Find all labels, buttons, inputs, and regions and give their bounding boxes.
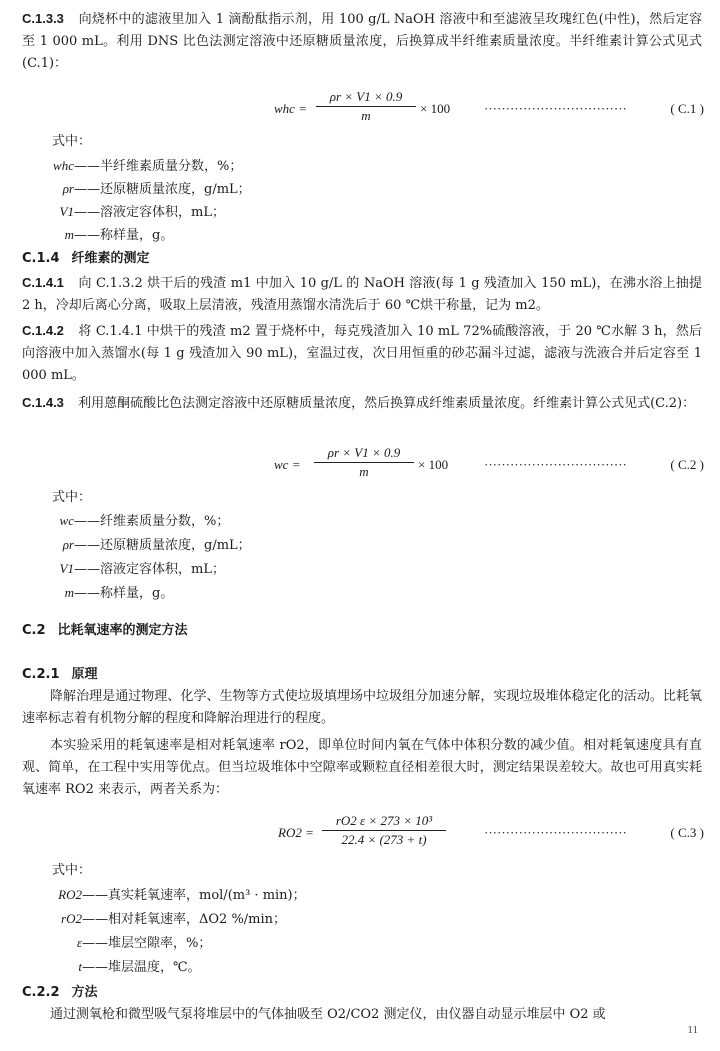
variable-symbol: m <box>64 585 74 600</box>
variable-def <box>52 224 173 247</box>
variable-symbol: RO2 <box>58 887 82 902</box>
variable-desc: ——还原糖质量浓度，g/mL； <box>74 538 251 553</box>
formula-leader-dots: ································· <box>484 101 627 116</box>
variable-def <box>52 201 225 224</box>
variable-desc: ——还原糖质量浓度，g/mL； <box>74 182 251 197</box>
clause-text: 将 C.1.4.1 中烘干的残渣 m2 置于烧杯中，每克残渣加入 10 mL 72%硫酸溶液，于 20 ℃水解 3 h，然后向溶液中加入蒸馏水(每 1 g 残渣加入 90 mL)，室温过夜，次日用恒重的砂芯漏斗过滤，滤液与洗液合并后定容至 1 000 mL。 <box>22 324 702 383</box>
formula-leader-dots: ································· <box>484 825 627 840</box>
formula-fraction <box>322 812 446 849</box>
formula-number: ( C.3 ) <box>670 825 704 840</box>
variable-symbol: rO2 <box>61 911 82 926</box>
formula-tail: × 100 <box>420 101 451 116</box>
formula-number: ( C.1 ) <box>670 101 704 116</box>
clause-label: C.1.4.3 <box>22 395 64 410</box>
formula-lhs: wc = <box>274 457 301 472</box>
variable-symbol: V1 <box>59 561 74 576</box>
formula-denominator: m <box>359 464 369 479</box>
variable-def <box>52 932 211 955</box>
variable-symbol: wc <box>59 513 74 528</box>
variable-def <box>52 582 173 605</box>
heading-title: 比耗氧速率的测定方法 <box>57 623 188 638</box>
formula-number: ( C.2 ) <box>670 457 704 472</box>
formula-tail: × 100 <box>418 457 449 472</box>
paragraph-c21-2: 本实验采用的耗氧速率是相对耗氧速率 rO2，即单位时间内氧在气体中体积分数的减少值。相对耗氧速度具有直观、简单，在工程中实用等优点。但当垃圾堆体中空隙率或颗粒直径相差很大时，测定结果误差较大。故也可用真实耗氧速率 RO2 来表示，两者关系为： <box>22 738 702 797</box>
heading-label: C.2 <box>22 623 46 638</box>
formula-lhs: RO2 = <box>278 825 314 840</box>
paragraph-c133 <box>22 8 702 75</box>
section-heading-c14 <box>22 248 150 270</box>
formula-fraction <box>316 88 416 125</box>
variable-def <box>52 178 251 201</box>
section-heading-c22 <box>22 982 98 1004</box>
variable-def <box>52 884 306 907</box>
variable-symbol: whc <box>53 158 74 173</box>
paragraph-c141 <box>22 272 702 317</box>
section-heading-c21 <box>22 664 98 686</box>
formula-numerator: ρr × V1 × 0.9 <box>316 88 416 107</box>
variable-desc: ——溶液定容体积，mL； <box>74 562 225 577</box>
variable-def <box>52 558 225 581</box>
page-number: 11 <box>687 1024 698 1036</box>
heading-title: 原理 <box>71 667 98 682</box>
formula-numerator: ρr × V1 × 0.9 <box>314 444 414 463</box>
variable-symbol: m <box>64 227 74 242</box>
heading-title: 方法 <box>71 985 98 1000</box>
formula-c3 <box>0 812 720 852</box>
heading-title: 纤维素的测定 <box>71 251 150 266</box>
formula-leader-dots: ································· <box>484 457 627 472</box>
variable-def <box>52 510 229 533</box>
heading-label: C.2.1 <box>22 667 60 682</box>
variable-symbol: ρr <box>62 181 74 196</box>
formula-c1 <box>0 88 720 128</box>
formula-c2 <box>0 444 720 484</box>
variable-desc: ——堆层温度，℃。 <box>82 960 201 975</box>
clause-text: 向烧杯中的滤液里加入 1 滴酚酞指示剂，用 100 g/L NaOH 溶液中和至滤液呈玫瑰红色(中性)，然后定容至 1 000 mL。利用 DNS 比色法测定溶液中还原糖质量浓度，后换算成半纤维素质量浓度。半纤维素计算公式见式(C.1)： <box>22 12 702 71</box>
paragraph-c22-1: 通过测氧枪和微型吸气泵将堆层中的气体抽吸至 O2/CO2 测定仪，由仪器自动显示堆层中 O2 或 <box>50 1007 606 1022</box>
clause-label: C.1.4.2 <box>22 323 64 338</box>
formula-denominator: m <box>361 108 371 123</box>
variable-desc: ——堆层空隙率，%； <box>82 936 212 951</box>
paragraph-c21-1: 降解治理是通过物理、化学、生物等方式使垃圾填埋场中垃圾组分加速分解，实现垃圾堆体稳定化的活动。比耗氧速率标志着有机物分解的程度和降解治理进行的程度。 <box>22 689 702 726</box>
variable-desc: ——真实耗氧速率，mol/(m³ · min)； <box>82 888 306 903</box>
variable-def <box>52 908 286 931</box>
variable-desc: ——相对耗氧速率，ΔO2 %/min； <box>82 912 287 927</box>
variable-desc: ——溶液定容体积，mL； <box>74 205 225 220</box>
variable-symbol: t <box>78 959 82 974</box>
paragraph-c142 <box>22 320 702 387</box>
where-label: 式中： <box>52 134 92 149</box>
formula-numerator: rO2 ε × 273 × 10³ <box>322 812 446 831</box>
formula-fraction <box>314 444 414 481</box>
paragraph-c143 <box>22 392 702 415</box>
clause-text: 向 C.1.3.2 烘干后的残渣 m1 中加入 10 g/L 的 NaOH 溶液(每 1 g 残渣加入 150 mL)，在沸水浴上抽提 2 h，冷却后离心分离，吸取上层清液，残渣用蒸馏水清洗后于 60 ℃烘干称量，记为 m2。 <box>22 276 702 313</box>
where-label: 式中： <box>52 490 92 505</box>
variable-desc: ——半纤维素质量分数，%； <box>74 159 243 174</box>
clause-label: C.1.4.1 <box>22 275 64 290</box>
variable-def <box>52 155 242 178</box>
section-heading-c2 <box>22 620 188 642</box>
variable-desc: ——称样量，g。 <box>74 586 174 601</box>
variable-def <box>52 956 201 979</box>
variable-symbol: ε <box>76 935 82 950</box>
variable-desc: ——称样量，g。 <box>74 228 174 243</box>
clause-text: 利用蒽酮硫酸比色法测定溶液中还原糖质量浓度，然后换算成纤维素质量浓度。纤维素计算公式见式(C.2)： <box>78 396 696 411</box>
where-label: 式中： <box>52 863 92 878</box>
variable-def <box>52 534 251 557</box>
formula-denominator: 22.4 × (273 + t) <box>341 832 427 847</box>
formula-lhs: whc = <box>274 101 307 116</box>
variable-symbol: V1 <box>59 204 74 219</box>
heading-label: C.1.4 <box>22 251 60 266</box>
heading-label: C.2.2 <box>22 985 60 1000</box>
variable-desc: ——纤维素质量分数，%； <box>74 514 230 529</box>
variable-symbol: ρr <box>62 537 74 552</box>
clause-label: C.1.3.3 <box>22 11 64 26</box>
